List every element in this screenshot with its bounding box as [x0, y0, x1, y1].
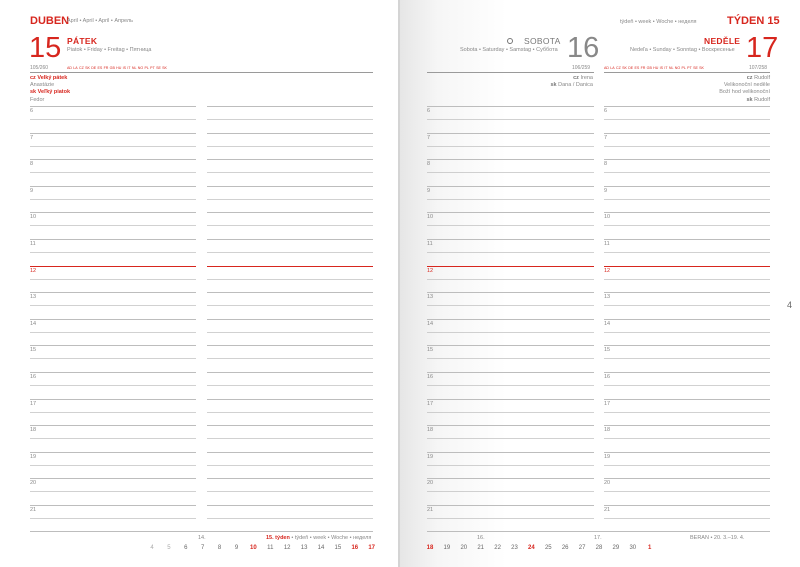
- name-day-entry: [650, 89, 770, 96]
- hour-rule: [604, 478, 770, 479]
- month-translations: April • April • April • Апрель: [67, 18, 134, 24]
- header-rule: [30, 72, 373, 73]
- country-code: NL: [131, 66, 137, 70]
- country-code: LA: [73, 66, 78, 70]
- name-day-label: Dana / Danica: [558, 82, 593, 89]
- week-number: 15: [767, 15, 780, 27]
- name-day-entry: [650, 97, 770, 104]
- name-day-label: Rudolf: [754, 75, 770, 81]
- half-hour-rule: [207, 385, 373, 386]
- hour-rule: [207, 239, 373, 240]
- half-hour-rule: [427, 146, 594, 147]
- half-hour-rule: [427, 305, 594, 306]
- name-day-label: Velikonoční neděle: [723, 82, 770, 89]
- half-hour-rule: [427, 438, 594, 439]
- name-day-entry: Fedor: [30, 96, 45, 103]
- hour-rule: [427, 425, 594, 426]
- hour-rule: [604, 399, 770, 400]
- hour-rule: [604, 452, 770, 453]
- name-day-entry: [650, 82, 770, 89]
- day-count-saturday: 106/259: [572, 65, 591, 71]
- hour-rule: [427, 319, 594, 320]
- hour-label: 14: [604, 320, 611, 327]
- name-day-label: Rudolf: [754, 96, 770, 103]
- mini-calendar-day: 18: [426, 545, 434, 551]
- hour-label: 12: [30, 267, 37, 274]
- footer-rule: [30, 531, 373, 532]
- half-hour-rule: [427, 279, 594, 280]
- hour-label: 15: [604, 347, 611, 354]
- day-count-friday: 105/260: [30, 65, 49, 71]
- mini-calendar-day: 28: [595, 545, 603, 551]
- half-hour-rule: [30, 465, 196, 466]
- day-name-sunday: NEDĚLE: [704, 36, 741, 46]
- hour-rule: [604, 505, 770, 506]
- country-code: SE: [693, 66, 698, 70]
- hour-rule: [207, 186, 373, 187]
- mini-calendar-day: 19: [443, 545, 451, 551]
- mini-calendar-day: 10: [250, 545, 257, 551]
- hour-rule: [207, 345, 373, 346]
- name-day-country: cz: [746, 75, 755, 81]
- mini-calendar-day: 22: [494, 545, 501, 551]
- hour-label: 10: [30, 214, 37, 221]
- half-hour-rule: [207, 438, 373, 439]
- day-number-sunday: 17: [746, 32, 779, 64]
- hour-label: 21: [30, 507, 37, 513]
- half-hour-rule: [30, 172, 196, 173]
- hour-label: 21: [427, 507, 434, 513]
- day-name-friday: PÁTEK: [67, 36, 98, 46]
- country-code: NL: [668, 66, 674, 70]
- hour-label: 10: [604, 214, 611, 221]
- half-hour-rule: [30, 491, 196, 492]
- hour-label: 15: [427, 347, 434, 354]
- hour-rule: [207, 478, 373, 479]
- name-days-sunday: [650, 75, 770, 104]
- hour-label: 21: [604, 507, 611, 513]
- hour-label: 8: [427, 161, 431, 168]
- hour-rule: [604, 159, 770, 160]
- country-code: NO: [674, 66, 681, 70]
- half-hour-rule: [207, 199, 373, 200]
- hour-label: 17: [604, 400, 611, 407]
- mini-calendar-day: 17: [368, 545, 376, 551]
- mini-calendar-day: 29: [612, 545, 620, 551]
- right-page: [400, 0, 780, 567]
- country-code: LA: [610, 66, 615, 70]
- day-name-saturday: SOBOTA: [524, 36, 561, 46]
- left-page: [0, 0, 398, 567]
- hour-rule: [604, 292, 770, 293]
- half-hour-rule: [604, 412, 770, 413]
- hour-rule: [604, 239, 770, 240]
- half-hour-rule: [604, 491, 770, 492]
- hour-rule: [427, 239, 594, 240]
- hour-label: 20: [30, 480, 37, 487]
- hour-rule: [207, 106, 373, 107]
- hour-rule: [30, 292, 196, 293]
- half-hour-rule: [207, 465, 373, 466]
- hour-rule: [30, 319, 196, 320]
- country-code: PT: [687, 66, 692, 70]
- hour-label: 16: [427, 374, 434, 380]
- hour-rule: [30, 266, 196, 267]
- hour-rule: [207, 399, 373, 400]
- hour-rule: [207, 133, 373, 134]
- country-code: CZ: [616, 66, 621, 70]
- hour-rule: [427, 505, 594, 506]
- hour-label: 9: [30, 187, 34, 194]
- footer-week-label: [266, 535, 371, 541]
- hour-label: 13: [604, 294, 611, 301]
- name-day-country: sk: [550, 82, 559, 89]
- half-hour-rule: [427, 491, 594, 492]
- country-code: FR: [103, 66, 109, 70]
- half-hour-rule: [427, 172, 594, 173]
- country-code: GB: [646, 66, 652, 70]
- name-day-entry: [30, 89, 70, 96]
- hour-rule: [427, 106, 594, 107]
- half-hour-rule: [30, 199, 196, 200]
- half-hour-rule: [604, 305, 770, 306]
- name-day-entry: [30, 75, 70, 82]
- name-day-holiday: cz Velký pátek: [30, 75, 68, 81]
- hour-rule: [30, 399, 196, 400]
- hour-rule: [207, 425, 373, 426]
- hour-rule: [604, 106, 770, 107]
- hour-label: 11: [30, 241, 36, 247]
- hour-rule: [427, 399, 594, 400]
- hour-label: 17: [30, 400, 37, 407]
- mini-calendar-day: 12: [283, 545, 291, 551]
- half-hour-rule: [30, 358, 196, 359]
- country-code: IS: [122, 66, 127, 70]
- hour-rule: [207, 266, 373, 267]
- hour-label: 6: [30, 108, 34, 114]
- mini-calendar-day: 25: [544, 545, 552, 551]
- footer-week-num-prev: 14.: [198, 535, 206, 541]
- half-hour-rule: [427, 252, 594, 253]
- hour-label: 15: [30, 347, 37, 354]
- hour-rule: [604, 372, 770, 373]
- half-hour-rule: [427, 358, 594, 359]
- month-title: DUBEN: [30, 15, 70, 27]
- hour-label: 7: [30, 134, 34, 141]
- page-number: 4: [787, 300, 793, 310]
- hour-rule: [207, 212, 373, 213]
- mini-calendar-day: 20: [460, 545, 468, 551]
- country-code: IT: [664, 66, 668, 70]
- half-hour-rule: [207, 491, 373, 492]
- day-translations-friday: Piatok • Friday • Freitag • Пятница: [67, 47, 152, 53]
- hour-rule: [604, 212, 770, 213]
- country-code: DE: [91, 66, 97, 70]
- half-hour-rule: [207, 172, 373, 173]
- hour-label: 6: [427, 108, 431, 114]
- hour-rule: [30, 159, 196, 160]
- hour-rule: [207, 452, 373, 453]
- half-hour-rule: [30, 518, 196, 519]
- day-count-sunday: 107/258: [749, 65, 768, 71]
- hour-label: 19: [30, 453, 37, 460]
- country-code: HU: [116, 66, 122, 70]
- hour-rule: [427, 478, 594, 479]
- half-hour-rule: [30, 385, 196, 386]
- hour-label: 17: [427, 400, 434, 407]
- week-title-label: TÝDEN: [727, 15, 765, 27]
- half-hour-rule: [207, 279, 373, 280]
- country-code: SK: [699, 66, 704, 70]
- mini-calendar-day: 16: [351, 545, 359, 551]
- hour-label: 14: [30, 320, 37, 327]
- half-hour-rule: [207, 119, 373, 120]
- hour-rule: [427, 345, 594, 346]
- country-codes-sunday: [604, 66, 704, 70]
- country-code: AD: [604, 66, 609, 70]
- country-code: NO: [137, 66, 144, 70]
- hour-label: 13: [30, 294, 37, 301]
- half-hour-rule: [30, 225, 196, 226]
- mini-calendar-day: 23: [511, 545, 518, 551]
- hour-rule: [30, 478, 196, 479]
- hour-rule: [604, 186, 770, 187]
- day-number-friday: 15: [29, 32, 62, 64]
- hour-rule: [30, 212, 196, 213]
- half-hour-rule: [427, 518, 594, 519]
- half-hour-rule: [30, 305, 196, 306]
- hour-rule: [30, 239, 196, 240]
- hour-rule: [207, 505, 373, 506]
- half-hour-rule: [207, 358, 373, 359]
- half-hour-rule: [604, 172, 770, 173]
- country-code: DE: [628, 66, 634, 70]
- country-code: SE: [156, 66, 161, 70]
- half-hour-rule: [604, 385, 770, 386]
- mini-calendar-day: 4: [150, 545, 154, 551]
- hour-rule: [207, 319, 373, 320]
- footer-week-num-mid: 16.: [477, 535, 485, 541]
- country-code: SK: [622, 66, 627, 70]
- hour-rule: [30, 452, 196, 453]
- hour-rule: [427, 212, 594, 213]
- footer-week-num-next: 17.: [594, 535, 602, 541]
- country-code: SK: [162, 66, 167, 70]
- hour-label: 12: [427, 267, 434, 274]
- name-day-entry: [494, 82, 593, 89]
- footer-week-title: 15. týden: [266, 535, 290, 541]
- country-code: IT: [127, 66, 131, 70]
- hour-rule: [207, 372, 373, 373]
- circle-icon: [507, 38, 513, 44]
- hour-rule: [30, 106, 196, 107]
- half-hour-rule: [207, 252, 373, 253]
- mini-calendar-day: 11: [267, 545, 274, 551]
- mini-calendar-day: 7: [201, 545, 205, 551]
- half-hour-rule: [427, 119, 594, 120]
- name-days-friday: [30, 75, 70, 104]
- country-code: AD: [67, 66, 72, 70]
- hour-label: 18: [427, 427, 434, 434]
- hour-rule: [30, 425, 196, 426]
- hour-rule: [427, 159, 594, 160]
- hour-rule: [427, 372, 594, 373]
- name-day-holiday: sk Veľký piatok: [30, 89, 71, 96]
- name-day-label: Irena: [580, 75, 593, 81]
- hour-label: 20: [427, 480, 434, 487]
- name-days-saturday: [494, 75, 593, 89]
- zodiac-note: BERAN • 20. 3.–19. 4.: [690, 535, 745, 541]
- country-code: PT: [150, 66, 155, 70]
- hour-rule: [604, 425, 770, 426]
- hour-rule: [207, 159, 373, 160]
- name-day-entry: [650, 75, 770, 82]
- country-code: CZ: [79, 66, 84, 70]
- hour-label: 16: [604, 374, 611, 380]
- half-hour-rule: [604, 225, 770, 226]
- half-hour-rule: [604, 199, 770, 200]
- hour-label: 6: [604, 108, 608, 114]
- hour-rule: [427, 186, 594, 187]
- half-hour-rule: [207, 412, 373, 413]
- half-hour-rule: [604, 358, 770, 359]
- half-hour-rule: [604, 119, 770, 120]
- half-hour-rule: [427, 225, 594, 226]
- footer-week-langs: • týdeň • week • Woche • неделя: [289, 535, 372, 541]
- country-code: FR: [640, 66, 646, 70]
- mini-calendar-day: 21: [477, 545, 485, 551]
- half-hour-rule: [427, 385, 594, 386]
- hour-rule: [427, 452, 594, 453]
- half-hour-rule: [604, 438, 770, 439]
- mini-calendar-day: 27: [578, 545, 586, 551]
- mini-calendar-day: 14: [317, 545, 325, 551]
- hour-label: 9: [604, 187, 608, 194]
- hour-rule: [30, 345, 196, 346]
- hour-rule: [427, 266, 594, 267]
- hour-rule: [427, 292, 594, 293]
- mini-calendar-day: 9: [234, 545, 239, 551]
- name-day-country: cz: [573, 75, 581, 81]
- half-hour-rule: [427, 465, 594, 466]
- half-hour-rule: [30, 252, 196, 253]
- country-codes-friday: [67, 66, 167, 70]
- half-hour-rule: [207, 305, 373, 306]
- name-day-label: Boží hod velikonoční: [719, 89, 770, 96]
- country-code: HU: [653, 66, 659, 70]
- hour-rule: [30, 133, 196, 134]
- hour-rule: [427, 133, 594, 134]
- hour-label: 12: [604, 267, 611, 274]
- half-hour-rule: [427, 332, 594, 333]
- hour-label: 7: [604, 134, 608, 141]
- day-number-saturday: 16: [567, 32, 600, 64]
- half-hour-rule: [207, 518, 373, 519]
- hour-label: 19: [427, 453, 434, 460]
- day-translations-saturday: Sobota • Saturday • Samstag • Суббота: [460, 47, 558, 53]
- mini-calendar-day: 1: [648, 545, 652, 551]
- half-hour-rule: [30, 279, 196, 280]
- country-code: ES: [97, 66, 103, 70]
- hour-label: 14: [427, 320, 434, 327]
- half-hour-rule: [604, 465, 770, 466]
- hour-label: 11: [427, 241, 433, 247]
- half-hour-rule: [30, 412, 196, 413]
- mini-calendar-day: 8: [217, 545, 222, 551]
- hour-label: 8: [30, 161, 34, 168]
- mini-calendar-day: 30: [629, 545, 637, 551]
- country-code: GB: [109, 66, 115, 70]
- half-hour-rule: [30, 146, 196, 147]
- hour-rule: [604, 345, 770, 346]
- half-hour-rule: [604, 518, 770, 519]
- sunday-week-langs: týdeň • week • Woche • неделя: [620, 19, 697, 25]
- name-day-entry: [494, 75, 593, 82]
- half-hour-rule: [604, 332, 770, 333]
- half-hour-rule: [30, 438, 196, 439]
- saturday-header-rule: [427, 72, 594, 73]
- mini-calendar-day: 13: [300, 545, 308, 551]
- hour-rule: [604, 266, 770, 267]
- half-hour-rule: [30, 332, 196, 333]
- footer-rule-right: [427, 531, 770, 532]
- mini-calendar-day: 15: [334, 545, 342, 551]
- hour-rule: [30, 372, 196, 373]
- mini-calendar-day: 24: [528, 545, 535, 551]
- hour-label: 8: [604, 161, 608, 168]
- hour-label: 18: [30, 427, 37, 434]
- hour-label: 7: [427, 134, 431, 141]
- mini-calendar-day: 26: [561, 545, 569, 551]
- country-code: PL: [681, 66, 686, 70]
- country-code: SK: [85, 66, 90, 70]
- half-hour-rule: [207, 146, 373, 147]
- hour-rule: [207, 292, 373, 293]
- hour-label: 19: [604, 453, 611, 460]
- country-code: ES: [634, 66, 640, 70]
- name-day-entry: Anastázie: [30, 82, 55, 89]
- half-hour-rule: [604, 279, 770, 280]
- country-code: PL: [144, 66, 149, 70]
- half-hour-rule: [207, 332, 373, 333]
- hour-label: 16: [30, 374, 37, 380]
- hour-rule: [604, 319, 770, 320]
- half-hour-rule: [427, 412, 594, 413]
- hour-rule: [30, 186, 196, 187]
- half-hour-rule: [427, 199, 594, 200]
- hour-label: 10: [427, 214, 434, 221]
- sunday-header-rule: [604, 72, 770, 73]
- mini-calendar-day: 6: [184, 545, 188, 551]
- hour-rule: [30, 505, 196, 506]
- hour-label: 20: [604, 480, 611, 487]
- half-hour-rule: [604, 146, 770, 147]
- hour-label: 13: [427, 294, 434, 301]
- day-translations-sunday: Nedeľa • Sunday • Sonntag • Воскресенье: [630, 47, 735, 53]
- hour-rule: [604, 133, 770, 134]
- half-hour-rule: [207, 225, 373, 226]
- half-hour-rule: [604, 252, 770, 253]
- country-code: IS: [659, 66, 664, 70]
- name-day-country: sk: [746, 96, 755, 103]
- hour-label: 11: [604, 241, 610, 247]
- half-hour-rule: [30, 119, 196, 120]
- mini-calendar-day: 5: [167, 545, 171, 551]
- week-title: [727, 15, 780, 27]
- hour-label: 9: [427, 187, 431, 194]
- hour-label: 18: [604, 427, 611, 434]
